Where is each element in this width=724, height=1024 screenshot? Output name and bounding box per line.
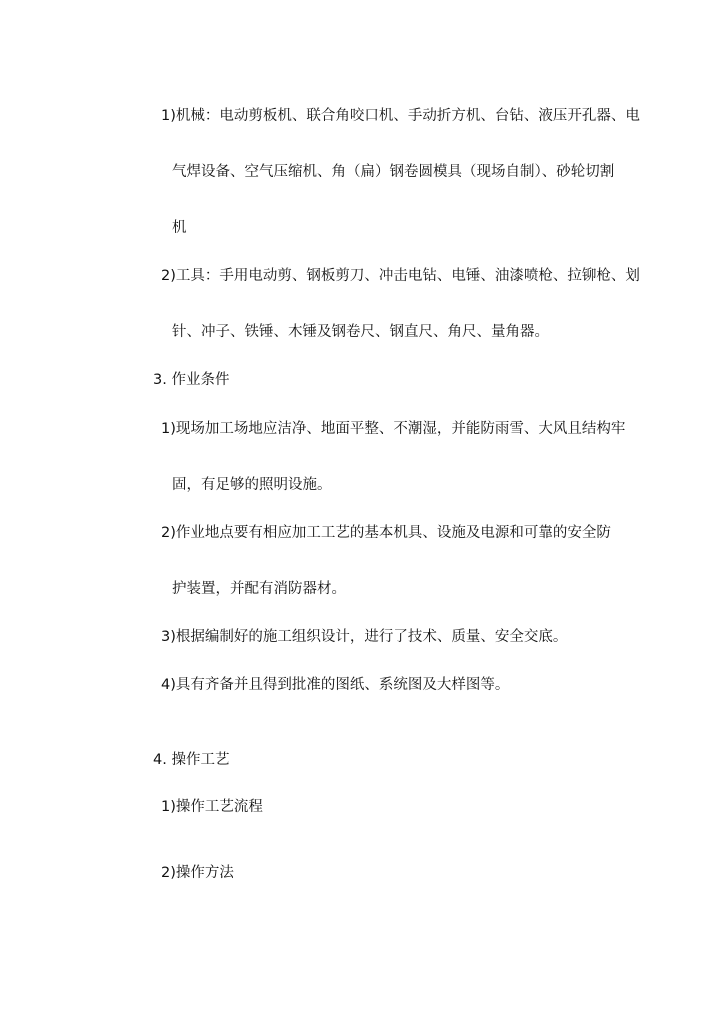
tools-machinery-line-end: 机 bbox=[172, 220, 187, 236]
operation-1-line: 1)操作工艺流程 bbox=[161, 799, 263, 815]
section-heading-work-conditions: 3. 作业条件 bbox=[153, 372, 230, 388]
condition-3-line: 3)根据编制好的施工组织设计，进行了技术、质量、安全交底。 bbox=[161, 629, 568, 645]
operation-2-line: 2)操作方法 bbox=[161, 865, 234, 881]
section-heading-operation-process: 4. 操作工艺 bbox=[153, 752, 230, 768]
tools-handtools-line: 2)工具：手用电动剪、钢板剪刀、冲击电钻、电锤、油漆喷枪、拉铆枪、划 bbox=[161, 268, 640, 284]
tools-machinery-line: 1)机械：电动剪板机、联合角咬口机、手动折方机、台钻、液压开孔器、电 bbox=[161, 108, 640, 124]
condition-2-line-cont: 护装置，并配有消防器材。 bbox=[172, 581, 346, 597]
tools-machinery-line-cont: 气焊设备、空气压缩机、角（扁）钢卷圆模具（现场自制）、砂轮切割 bbox=[172, 164, 615, 180]
condition-1-line-cont: 固，有足够的照明设施。 bbox=[172, 477, 332, 493]
condition-1-line: 1)现场加工场地应洁净、地面平整、不潮湿，并能防雨雪、大风且结构牢 bbox=[161, 421, 626, 437]
condition-2-line: 2)作业地点要有相应加工工艺的基本机具、设施及电源和可靠的安全防 bbox=[161, 525, 611, 541]
condition-4-line: 4)具有齐备并且得到批准的图纸、系统图及大样图等。 bbox=[161, 677, 510, 693]
tools-handtools-line-cont: 针、冲子、铁锤、木锤及钢卷尺、钢直尺、角尺、量角器。 bbox=[172, 324, 549, 340]
